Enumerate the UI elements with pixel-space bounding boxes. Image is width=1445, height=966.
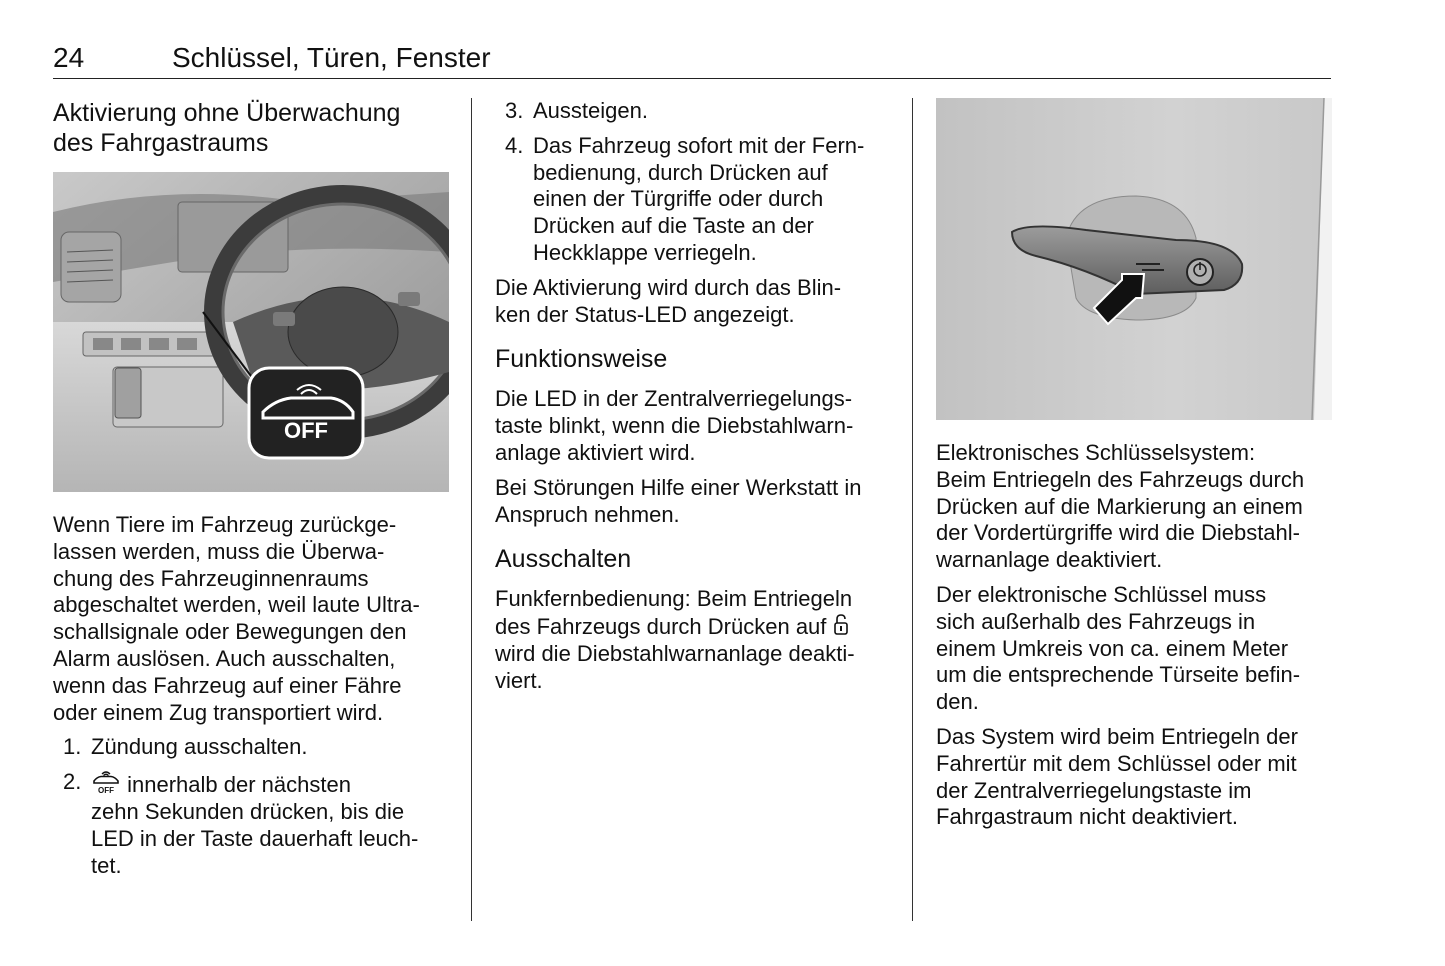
column-left bbox=[53, 98, 451, 879]
steps-list bbox=[53, 734, 451, 879]
paragraph: Bei Störungen Hilfe einer Werkstatt in Anspruch nehmen. bbox=[495, 474, 862, 527]
off-button-label: OFF bbox=[284, 418, 328, 443]
paragraph: Die LED in der Zentralverriegelungs- taste blinkt, wenn die Diebstahlwarn- anlage aktiviert wird. bbox=[495, 386, 854, 465]
paragraph: Die Aktivierung wird durch das Blin- ken der Status-LED angezeigt. bbox=[495, 274, 842, 327]
dashboard-illustration bbox=[53, 172, 449, 492]
section-heading: Funktionsweise bbox=[495, 345, 668, 374]
column-middle bbox=[495, 98, 893, 695]
column-right bbox=[936, 98, 1334, 831]
interior-monitoring-off-icon bbox=[91, 769, 121, 795]
unlock-icon bbox=[833, 613, 849, 637]
paragraph: Elektronisches Schlüsselsystem: Beim Entriegeln des Fahrzeugs durch Drücken auf die Markierung an einem der Vordertürgriffe wird die Diebstahl- warnanlage deaktiviert. bbox=[936, 440, 1305, 573]
paragraph: Der elektronische Schlüssel muss sich außerhalb des Fahrzeugs in einem Umkreis von ca. einem Meter um die entsprechende Türseite befin- den. bbox=[936, 581, 1301, 715]
list-item: 1. Zündung ausschalten. bbox=[63, 734, 308, 760]
column-divider bbox=[912, 98, 913, 921]
svg-text:OFF: OFF bbox=[98, 786, 114, 796]
door-handle-illustration bbox=[936, 98, 1332, 420]
steps-list-continued bbox=[495, 98, 893, 267]
list-item: 4. Das Fahrzeug sofort mit der Fern- bedienung, durch Drücken auf einen der Türgriffe oder durch Drücken auf die Taste an der Heckklappe verriegeln. bbox=[505, 132, 865, 265]
list-item: 3. Aussteigen. bbox=[505, 98, 648, 123]
section-title: Aktivierung ohne Überwachung des Fahrgastraums bbox=[53, 99, 401, 157]
paragraph: Wenn Tiere im Fahrzeug zurückge- lassen werden, muss die Überwa- chung des Fahrzeuginnenraums abgeschaltet werden, weil laute Ultra- schallsignale oder Bewegungen den Alarm auslösen. Auch ausschalten, wenn das Fahrzeug auf einer Fähre oder einem Zug transportiert wird. bbox=[53, 512, 420, 725]
paragraph: Funkfernbedienung: Beim Entriegeln des Fahrzeugs durch Drücken auf wird die Diebstahlwarnanlage deakti- viert. bbox=[495, 586, 855, 693]
paragraph: Das System wird beim Entriegeln der Fahrertür mit dem Schlüssel oder mit der Zentralverriegelungstaste im Fahrgastraum nicht deaktiviert. bbox=[936, 723, 1298, 830]
column-divider bbox=[471, 98, 472, 921]
page-header bbox=[53, 40, 1331, 79]
chapter-title: Schlüssel, Türen, Fenster bbox=[172, 42, 491, 73]
section-heading: Ausschalten bbox=[495, 545, 632, 574]
list-item: 2. OFF innerhalb der nächsten zehn Sekunden drücken, bis die LED in der Taste dauerhaft leuch- tet. bbox=[63, 769, 419, 878]
page-number: 24 bbox=[53, 42, 85, 73]
